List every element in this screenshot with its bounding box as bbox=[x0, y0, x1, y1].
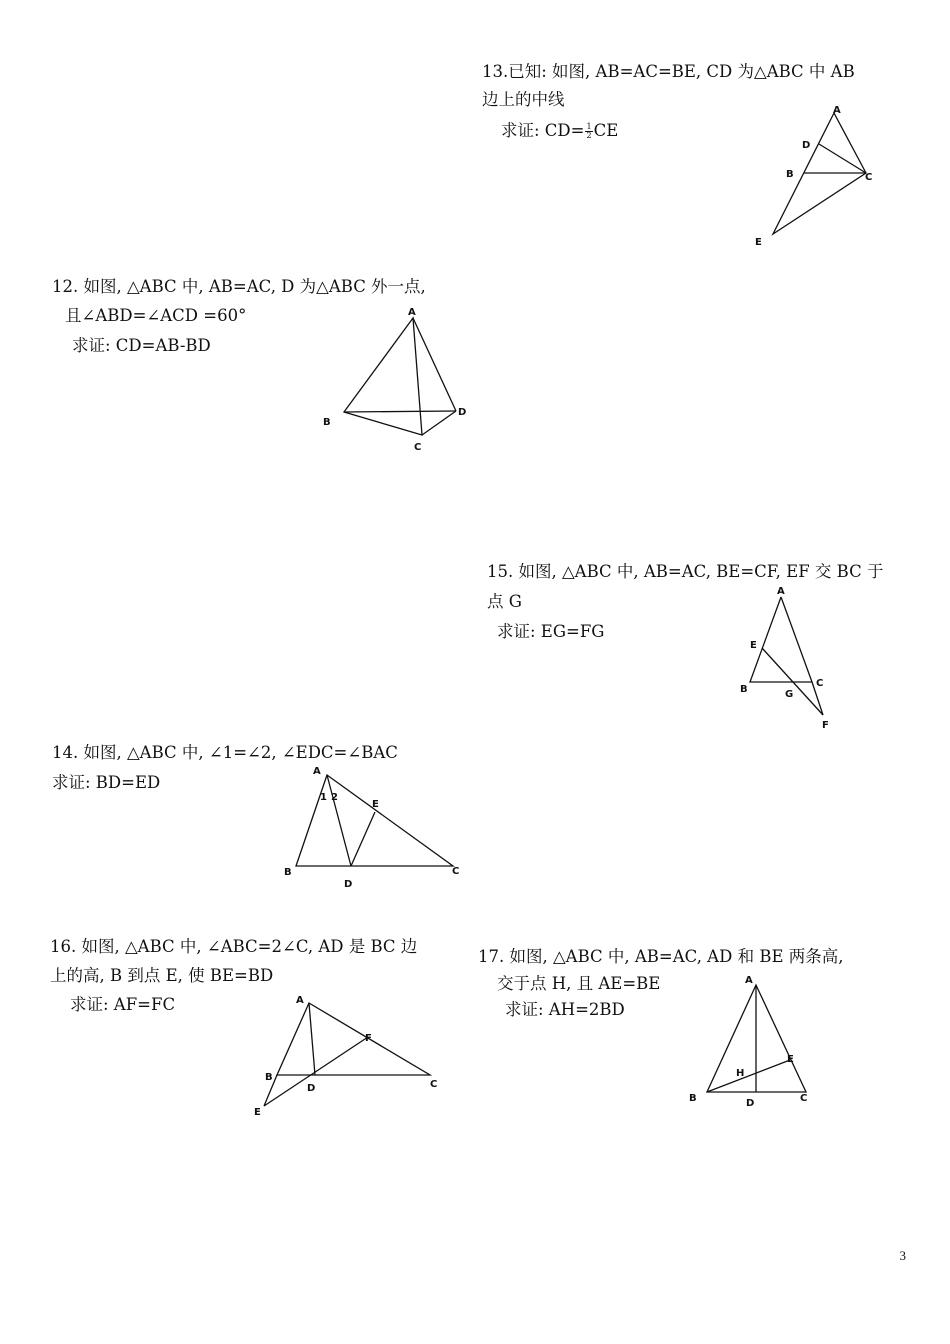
label-g: G bbox=[785, 689, 794, 700]
problem-16-prove: 求证: AF=FC bbox=[70, 995, 176, 1014]
label-c: C bbox=[800, 1093, 808, 1104]
label-angle-1: 1 bbox=[320, 792, 327, 803]
problem-17-line-1: 17. 如图, △ABC 中, AB=AC, AD 和 BE 两条高, bbox=[478, 947, 844, 966]
label-d: D bbox=[458, 407, 467, 418]
label-f: F bbox=[365, 1033, 372, 1044]
one-half-fraction: $\frac{1}{2}$ bbox=[586, 122, 592, 140]
problem-15-line-2: 点 G bbox=[487, 592, 522, 611]
label-b: B bbox=[265, 1072, 273, 1083]
problem-12-prove: 求证: CD=AB-BD bbox=[72, 336, 211, 355]
label-b: B bbox=[284, 867, 292, 878]
label-d: D bbox=[307, 1083, 316, 1094]
problem-13-line-2: 边上的中线 bbox=[482, 90, 565, 109]
label-e: E bbox=[750, 640, 757, 651]
label-a: A bbox=[296, 995, 304, 1006]
label-a: A bbox=[408, 307, 416, 318]
problem-15-line-1: 15. 如图, △ABC 中, AB=AC, BE=CF, EF 交 BC 于 bbox=[487, 562, 884, 581]
label-b: B bbox=[740, 684, 748, 695]
label-c: C bbox=[816, 678, 824, 689]
page-number: 3 bbox=[899, 1248, 906, 1263]
label-b: B bbox=[689, 1093, 697, 1104]
problem-16-line-1: 16. 如图, △ABC 中, ∠ABC=2∠C, AD 是 BC 边 bbox=[50, 937, 418, 956]
label-d: D bbox=[802, 140, 811, 151]
label-c: C bbox=[430, 1079, 438, 1090]
label-b: B bbox=[786, 169, 794, 180]
problem-12-line-2: 且∠ABD=∠ACD =60° bbox=[65, 306, 247, 325]
problem-13-line-1: 13.已知: 如图, AB=AC=BE, CD 为△ABC 中 AB bbox=[482, 62, 855, 81]
label-c: C bbox=[414, 442, 422, 453]
label-h: H bbox=[736, 1068, 745, 1079]
problem-14-prove: 求证: BD=ED bbox=[52, 773, 161, 792]
prove-prefix: 求证: CD= bbox=[501, 121, 585, 140]
label-c: C bbox=[452, 866, 460, 877]
label-b: B bbox=[323, 417, 331, 428]
problem-16-line-2: 上的高, B 到点 E, 使 BE=BD bbox=[50, 966, 274, 985]
label-d: D bbox=[344, 879, 353, 890]
label-e: E bbox=[254, 1107, 261, 1118]
label-d: D bbox=[746, 1098, 755, 1109]
problem-14-line-1: 14. 如图, △ABC 中, ∠1=∠2, ∠EDC=∠BAC bbox=[52, 743, 398, 762]
label-a: A bbox=[745, 975, 753, 986]
problem-17-prove: 求证: AH=2BD bbox=[505, 1000, 625, 1019]
label-a: A bbox=[313, 766, 321, 777]
problem-17-line-2: 交于点 H, 且 AE=BE bbox=[497, 974, 661, 993]
label-angle-2: 2 bbox=[331, 792, 338, 803]
label-e: E bbox=[372, 799, 379, 810]
label-a: A bbox=[833, 105, 841, 116]
label-f: F bbox=[822, 720, 829, 731]
problem-15-prove: 求证: EG=FG bbox=[497, 622, 605, 641]
label-e: E bbox=[787, 1054, 794, 1065]
problem-12-line-1: 12. 如图, △ABC 中, AB=AC, D 为△ABC 外一点, bbox=[52, 277, 426, 296]
label-e: E bbox=[755, 237, 762, 248]
prove-suffix: CE bbox=[593, 121, 619, 140]
label-a: A bbox=[777, 586, 785, 597]
label-c: C bbox=[865, 172, 873, 183]
